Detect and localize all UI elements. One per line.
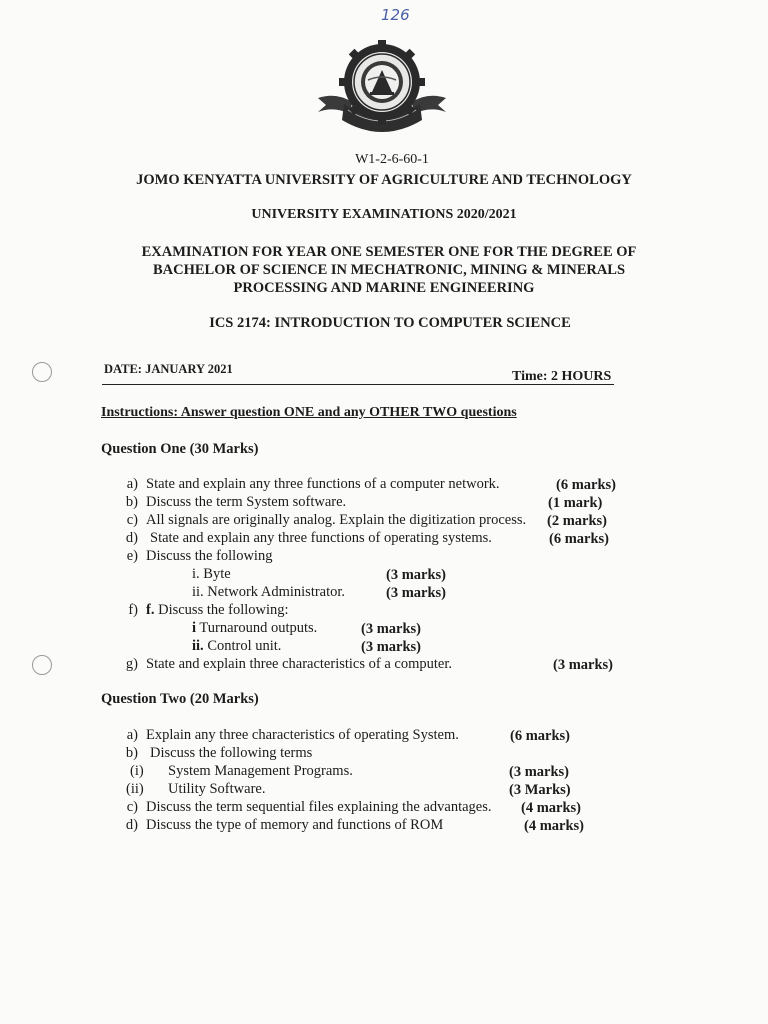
q1-b-text: Discuss the term System software. — [146, 494, 347, 510]
q1-f-i-marks: (3 marks) — [361, 621, 422, 637]
q2-b-i-num: (i) — [130, 763, 144, 779]
q1-d-marks: (6 marks) — [549, 531, 610, 547]
q2-b-text: Discuss the following terms — [150, 745, 313, 761]
q2-b-ii-marks: (3 Marks) — [509, 782, 571, 798]
date-time-rule — [102, 384, 614, 385]
q2-b-i-text: System Management Programs. — [168, 763, 353, 779]
punch-hole — [32, 655, 52, 675]
q2-a-text: Explain any three characteristics of operating System. — [146, 727, 459, 743]
item-label: f) — [128, 602, 138, 618]
exam-time: Time: 2 HOURS — [512, 369, 612, 384]
exam-title-line-2: BACHELOR OF SCIENCE IN MECHATRONIC, MINING & MINERALS — [152, 262, 626, 278]
q2-a-marks: (6 marks) — [510, 728, 571, 744]
paper-code: W1-2-6-60-1 — [355, 152, 429, 167]
q2-b-ii-num: (ii) — [126, 781, 144, 797]
q1-c-marks: (2 marks) — [547, 513, 608, 529]
item-label: g) — [125, 656, 138, 672]
instructions: Instructions: Answer question ONE and any OTHER TWO questions — [101, 405, 517, 420]
university-seal-logo — [314, 40, 450, 144]
q1-g-marks: (3 marks) — [553, 657, 614, 673]
q1-f-text — [146, 602, 289, 619]
q1-d-text: State and explain any three functions of operating systems. — [150, 530, 492, 546]
exam-date: DATE: JANUARY 2021 — [104, 362, 233, 376]
item-label: d) — [125, 530, 138, 546]
q2-c-marks: (4 marks) — [521, 800, 582, 816]
handwritten-page-mark: 126 — [381, 6, 410, 24]
q1-a-text: State and explain any three functions of a computer network. — [146, 476, 500, 492]
question-one-heading: Question One (30 Marks) — [101, 441, 259, 457]
exam-series: UNIVERSITY EXAMINATIONS 2020/2021 — [251, 207, 517, 222]
q2-c-text: Discuss the term sequential files explaining the advantages. — [146, 799, 492, 815]
item-label: e) — [126, 548, 138, 564]
q1-f-i-text — [192, 620, 317, 637]
q1-f-ii-num: ii. — [192, 638, 204, 654]
punch-hole — [32, 362, 52, 382]
q1-e-i-marks: (3 marks) — [386, 567, 447, 583]
item-label: a) — [126, 476, 138, 492]
q2-d-text: Discuss the type of memory and functions of ROM — [146, 817, 444, 833]
q2-b-ii-text: Utility Software. — [168, 781, 266, 797]
q1-f-ii-label: Control unit. — [207, 638, 282, 654]
q1-g-text: State and explain three characteristics of a computer. — [146, 656, 452, 672]
q1-e-ii-marks: (3 marks) — [386, 585, 447, 601]
q1-e-ii-text: ii. Network Administrator. — [192, 584, 346, 600]
item-label: a) — [126, 727, 138, 743]
question-two-heading: Question Two (20 Marks) — [101, 691, 259, 707]
q1-c-text: All signals are originally analog. Explain the digitization process. — [146, 512, 527, 528]
q1-a-marks: (6 marks) — [556, 477, 617, 493]
q1-f-ii-marks: (3 marks) — [361, 639, 422, 655]
item-label: c) — [126, 799, 138, 815]
item-label: c) — [126, 512, 138, 528]
q1-f-i-label: Turnaround outputs. — [199, 620, 318, 636]
q2-d-marks: (4 marks) — [524, 818, 585, 834]
q1-f-i-num: i — [192, 620, 197, 636]
q2-b-i-marks: (3 marks) — [509, 764, 570, 780]
item-label: b) — [125, 745, 138, 761]
q1-e-i-text: i. Byte — [192, 566, 231, 582]
exam-title-line-1: EXAMINATION FOR YEAR ONE SEMESTER ONE FOR THE DEGREE OF — [141, 244, 637, 260]
q1-e-text: Discuss the following — [146, 548, 273, 564]
q1-f-stem: Discuss the following: — [158, 602, 289, 618]
q1-f-ii-text — [192, 638, 281, 655]
exam-title-line-3: PROCESSING AND MARINE ENGINEERING — [233, 280, 535, 296]
university-name: JOMO KENYATTA UNIVERSITY OF AGRICULTURE AND TECHNOLOGY — [136, 172, 632, 188]
q1-b-marks: (1 mark) — [548, 495, 603, 511]
item-label: b) — [125, 494, 138, 510]
course-title: ICS 2174: INTRODUCTION TO COMPUTER SCIENCE — [209, 315, 571, 331]
q1-f-prefix: f. — [146, 602, 155, 618]
item-label: d) — [125, 817, 138, 833]
